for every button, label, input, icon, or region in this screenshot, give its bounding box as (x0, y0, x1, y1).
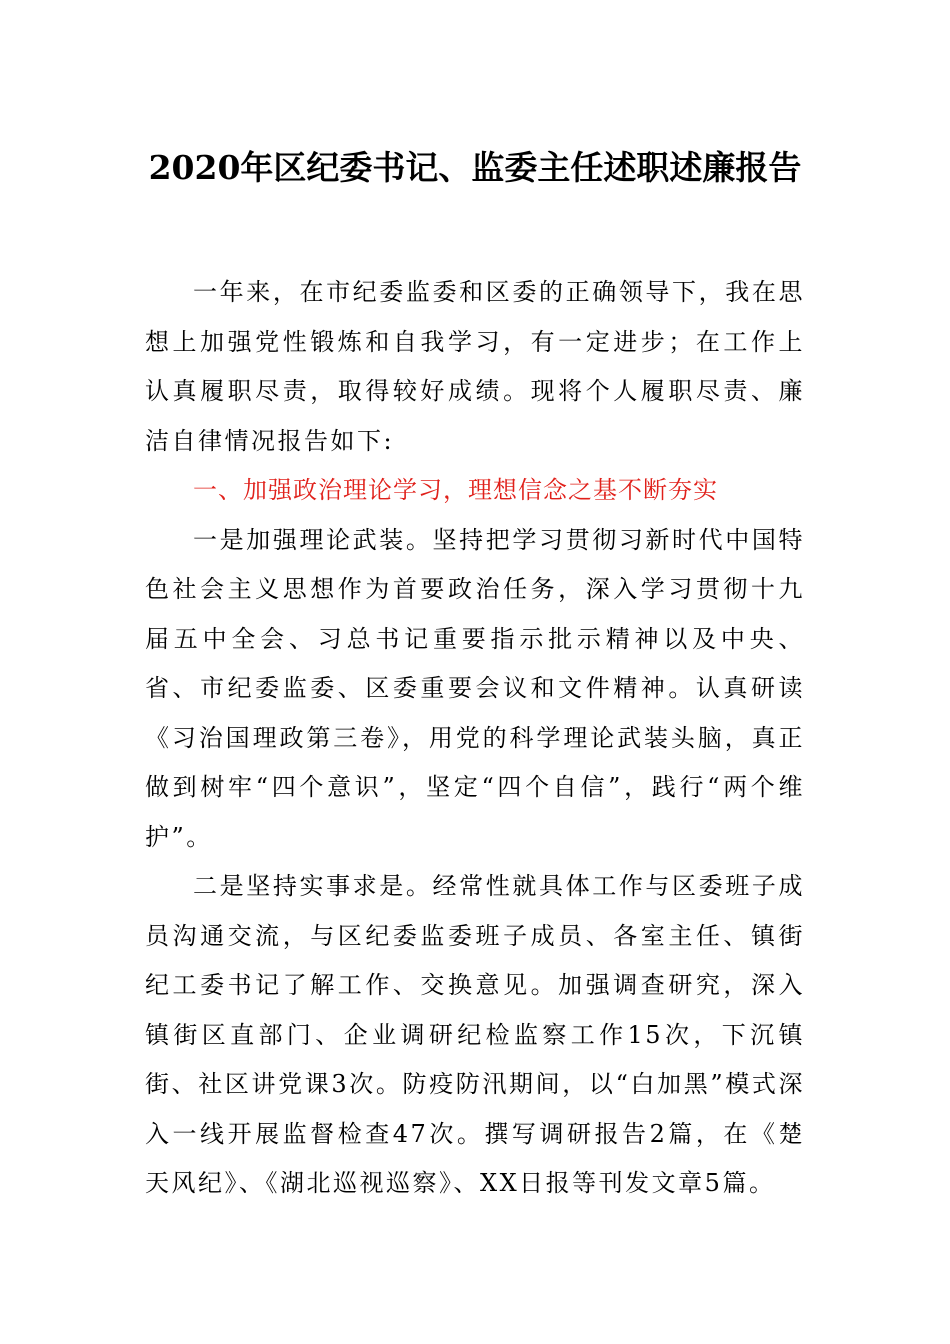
body-paragraph: 一是加强理论武装。坚持把学习贯彻习新时代中国特色社会主义思想作为首要政治任务，深入学习贯彻十九届五中全会、习总书记重要指示批示精神以及中央、省、市纪委监委、区委重要会议和文件精神。认真研读《习治国理政第三卷》，用党的科学理论武装头脑，真正做到树牢“四个意识”，坚定“四个自信”，践行“两个维护”。 (145, 525, 805, 851)
document-body (145, 268, 805, 1209)
document-title: 2020年区纪委书记、监委主任述职述廉报告 (148, 148, 802, 187)
section-heading: 一、加强政治理论学习，理想信念之基不断夯实 (193, 476, 718, 504)
intro-paragraph: 一年来，在市纪委监委和区委的正确领导下，我在思想上加强党性锻炼和自我学习，有一定进步；在工作上认真履职尽责，取得较好成绩。现将个人履职尽责、廉洁自律情况报告如下: (145, 278, 805, 455)
body-paragraph: 二是坚持实事求是。经常性就具体工作与区委班子成员沟通交流，与区纪委监委班子成员、各室主任、镇街纪工委书记了解工作、交换意见。加强调查研究，深入镇街区直部门、企业调研纪检监察工作15次，下沉镇街、社区讲党课3次。防疫防汛期间，以“白加黑”模式深入一线开展监督检查47次。撰写调研报告2篇，在《楚天风纪》、《湖北巡视巡察》、XX日报等刊发文章5篇。 (145, 872, 805, 1197)
